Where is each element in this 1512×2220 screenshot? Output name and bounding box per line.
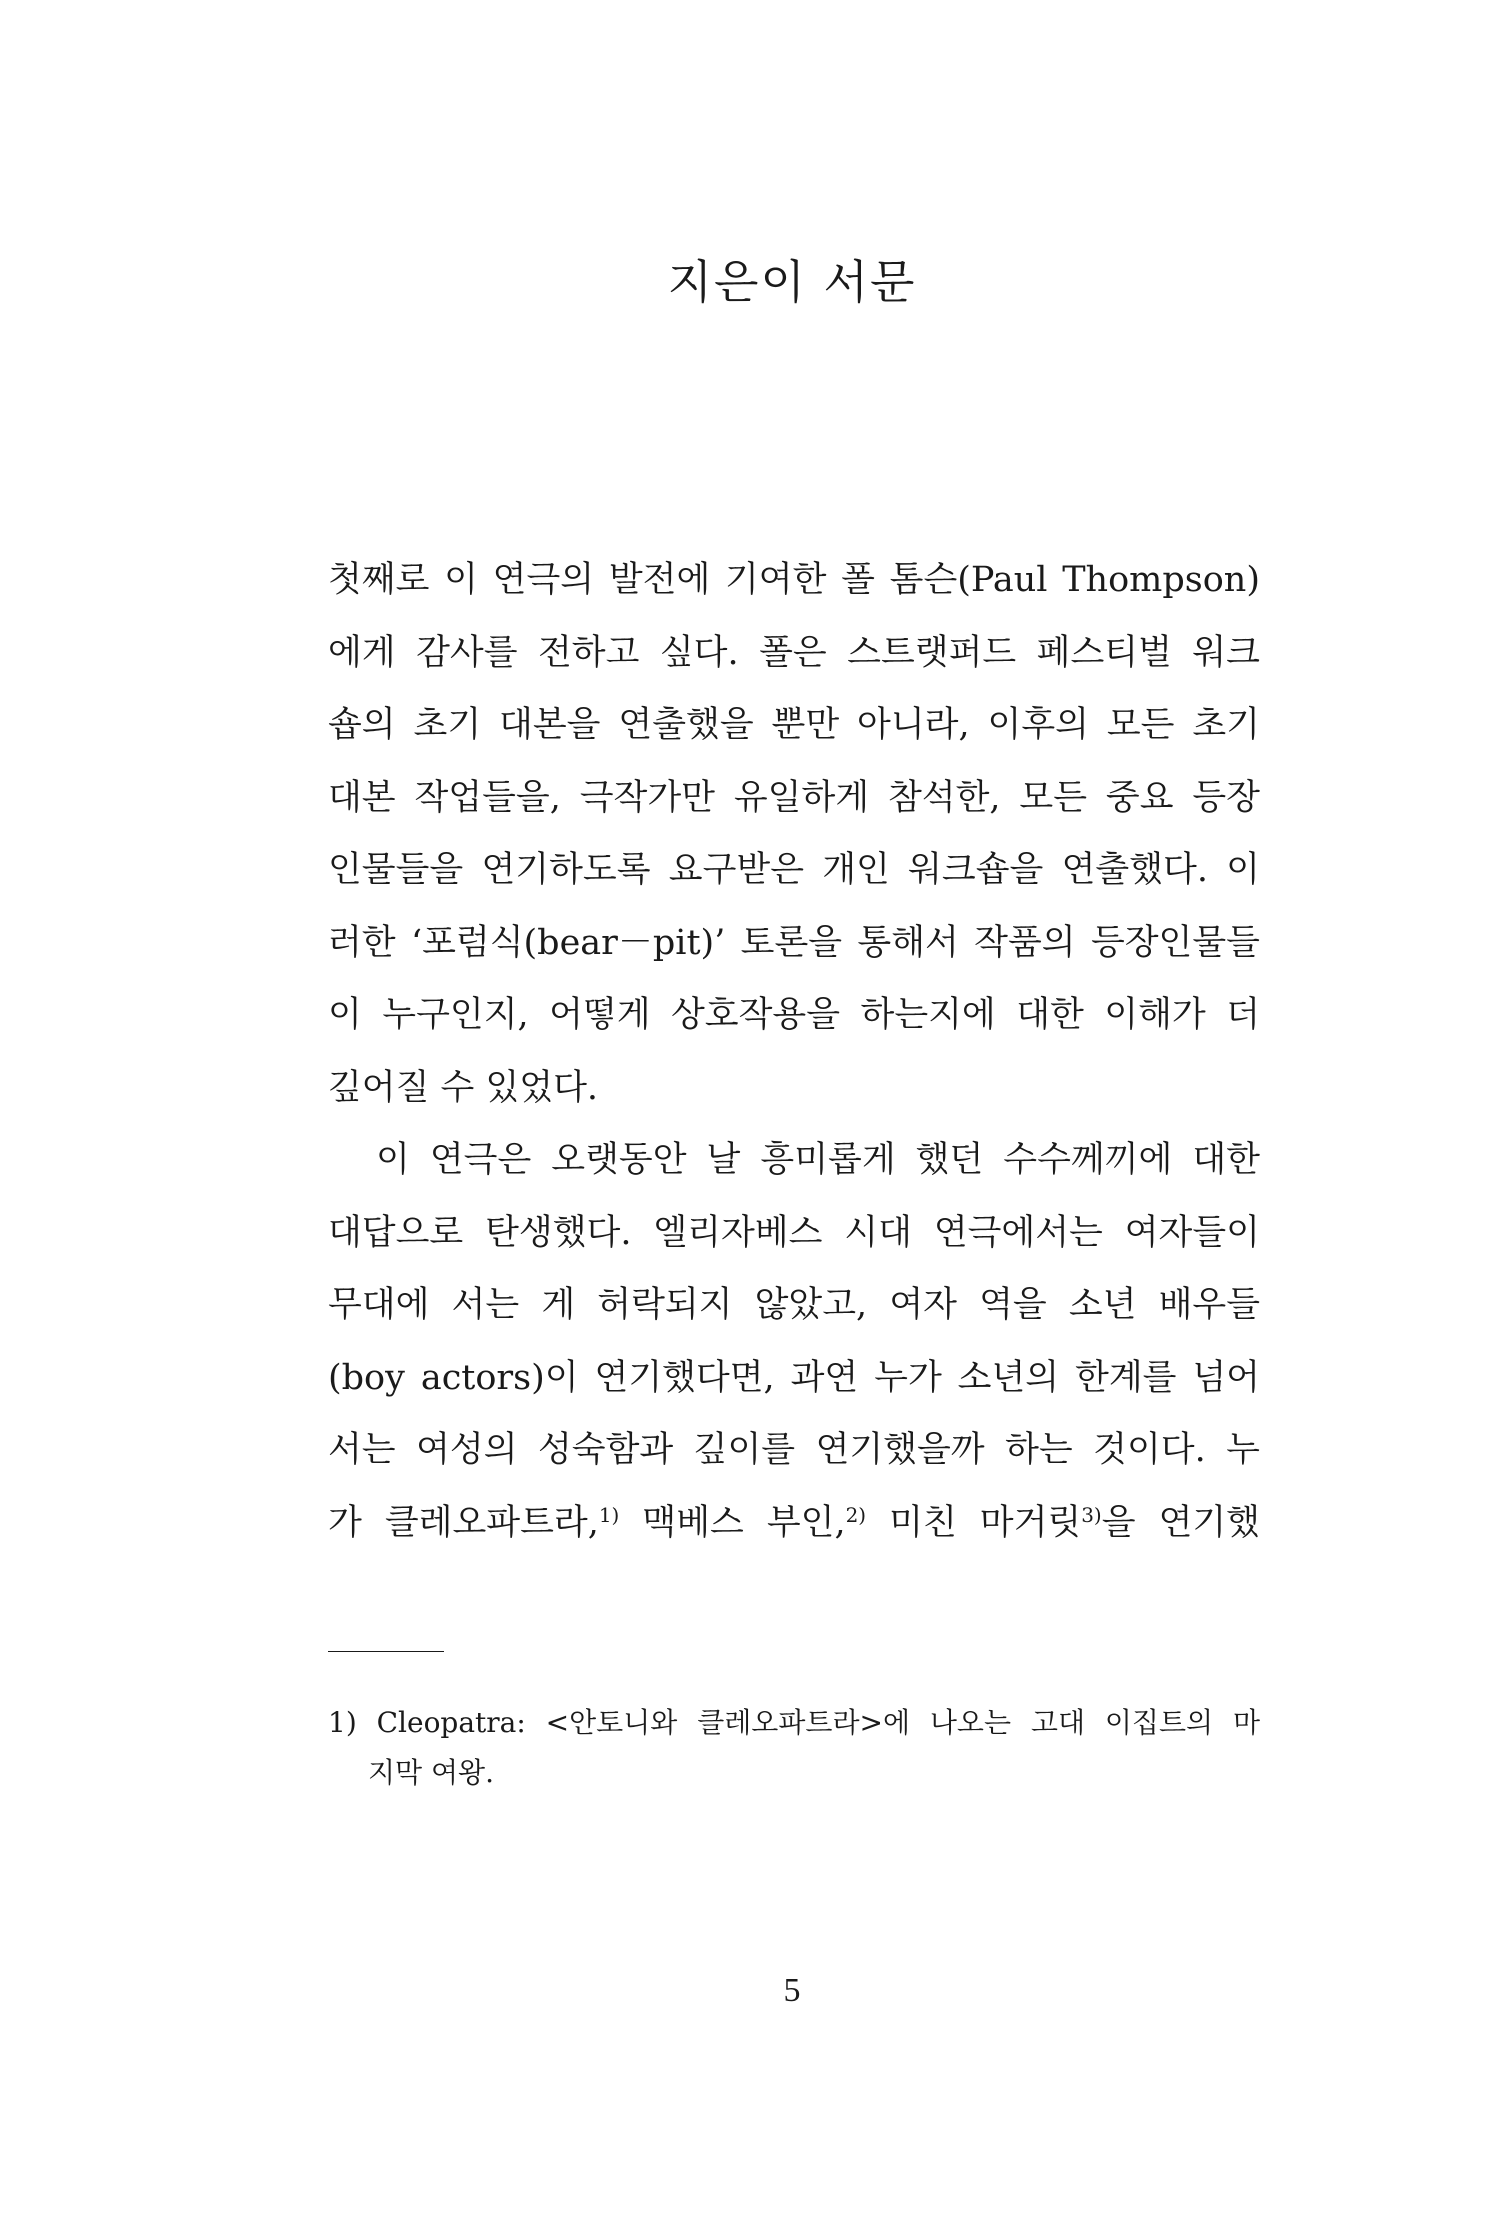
body-line: 에게 감사를 전하고 싶다. 폴은 스트랫퍼드 페스티벌 워크 <box>328 632 1260 673</box>
footnote-divider <box>328 1651 444 1652</box>
body-line: 이 연극은 오랫동안 날 흥미롭게 했던 수수께끼에 대한 <box>376 1140 1260 1180</box>
body-line: 무대에 서는 게 허락되지 않았고, 여자 역을 소년 배우들 <box>328 1285 1260 1325</box>
body-line-with-footnotes <box>328 1487 1260 1560</box>
footnote <box>328 1698 1260 1798</box>
body-text <box>328 544 1260 1559</box>
footnote-marker[interactable]: 2) <box>845 1502 867 1527</box>
body-line: 깊어질 수 있었다. <box>328 1067 599 1108</box>
footnote-marker[interactable]: 3) <box>1081 1502 1102 1527</box>
body-line: (boy actors)이 연기했다면, 과연 누가 소년의 한계를 넘어 <box>328 1357 1260 1398</box>
footnote-marker[interactable]: 1) <box>598 1502 620 1527</box>
footnote-line: 1) Cleopatra: <안토니와 클레오파트라>에 나오는 고대 이집트의 마 <box>328 1706 1260 1739</box>
body-text-segment: 가 클레오파트라, <box>328 1502 599 1543</box>
body-line: 인물들을 연기하도록 요구받은 개인 워크숍을 연출했다. 이 <box>328 850 1260 890</box>
body-line: 숍의 초기 대본을 연출했을 뿐만 아니라, 이후의 모든 초기 <box>328 705 1260 745</box>
body-text-segment: 을 연기했 <box>1101 1502 1260 1543</box>
body-line: 대본 작업들을, 극작가만 유일하게 참석한, 모든 중요 등장 <box>328 777 1260 818</box>
page-title: 지은이 서문 <box>667 255 917 309</box>
body-line: 대답으로 탄생했다. 엘리자베스 시대 연극에서는 여자들이 <box>328 1212 1260 1253</box>
body-line: 첫째로 이 연극의 발전에 기여한 폴 톰슨(Paul Thompson) <box>328 560 1260 600</box>
body-line: 이 누구인지, 어떻게 상호작용을 하는지에 대한 이해가 더 <box>328 995 1260 1035</box>
body-line: 러한 ‘포럼식(bear－pit)’ 토론을 통해서 작품의 등장인물들 <box>328 922 1260 963</box>
page-number: 5 <box>783 1972 801 2009</box>
footnote-line: 지막 여왕. <box>368 1756 494 1789</box>
body-line: 서는 여성의 성숙함과 깊이를 연기했을까 하는 것이다. 누 <box>328 1430 1260 1470</box>
body-text-segment: 맥베스 부인, <box>619 1502 846 1543</box>
body-text-segment: 미친 마거릿 <box>866 1502 1082 1543</box>
